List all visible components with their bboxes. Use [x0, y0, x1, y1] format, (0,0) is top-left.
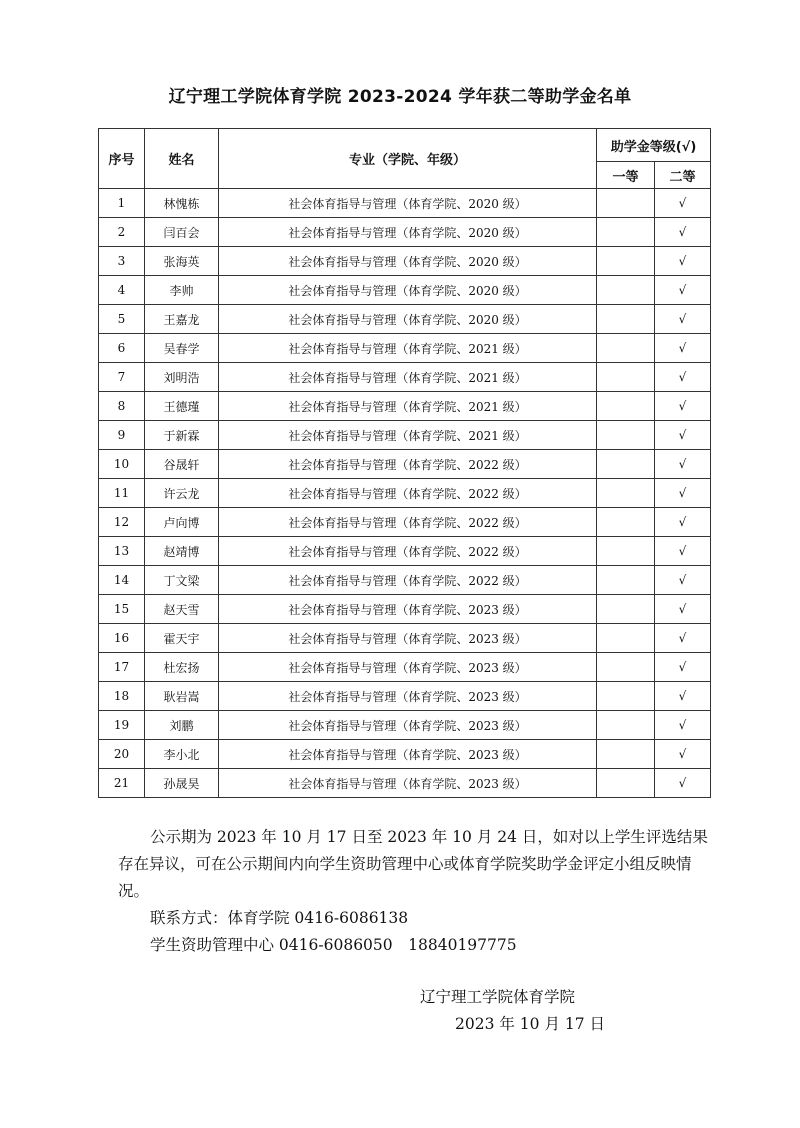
- cell-major: 社会体育指导与管理（体育学院、2021 级）: [219, 363, 597, 392]
- cell-first: [597, 479, 655, 508]
- table-row: [99, 566, 711, 595]
- cell-name: 王嘉龙: [145, 305, 219, 334]
- cell-first: [597, 363, 655, 392]
- cell-first: [597, 392, 655, 421]
- table-row: [99, 247, 711, 276]
- cell-no: 11: [99, 479, 145, 508]
- header-no: 序号: [99, 129, 145, 189]
- cell-name: 刘明浩: [145, 363, 219, 392]
- cell-name: 李小北: [145, 740, 219, 769]
- notice-block: [118, 824, 718, 959]
- cell-second: √: [655, 740, 711, 769]
- cell-second: √: [655, 595, 711, 624]
- cell-name: 张海英: [145, 247, 219, 276]
- table-row: [99, 740, 711, 769]
- cell-no: 4: [99, 276, 145, 305]
- table-row: [99, 218, 711, 247]
- cell-second: √: [655, 769, 711, 798]
- cell-no: 7: [99, 363, 145, 392]
- cell-no: 20: [99, 740, 145, 769]
- cell-name: 吴春学: [145, 334, 219, 363]
- cell-first: [597, 305, 655, 334]
- table-row: [99, 450, 711, 479]
- cell-major: 社会体育指导与管理（体育学院、2020 级）: [219, 305, 597, 334]
- cell-first: [597, 566, 655, 595]
- cell-major: 社会体育指导与管理（体育学院、2023 级）: [219, 740, 597, 769]
- table-row: [99, 392, 711, 421]
- cell-major: 社会体育指导与管理（体育学院、2023 级）: [219, 624, 597, 653]
- table-row: [99, 276, 711, 305]
- table-row: [99, 479, 711, 508]
- cell-first: [597, 624, 655, 653]
- table-row: [99, 653, 711, 682]
- cell-first: [597, 537, 655, 566]
- cell-first: [597, 189, 655, 218]
- cell-major: 社会体育指导与管理（体育学院、2020 级）: [219, 189, 597, 218]
- cell-major: 社会体育指导与管理（体育学院、2021 级）: [219, 392, 597, 421]
- cell-name: 孙晟昊: [145, 769, 219, 798]
- cell-major: 社会体育指导与管理（体育学院、2020 级）: [219, 247, 597, 276]
- cell-major: 社会体育指导与管理（体育学院、2023 级）: [219, 653, 597, 682]
- header-name: 姓名: [145, 129, 219, 189]
- cell-first: [597, 769, 655, 798]
- cell-major: 社会体育指导与管理（体育学院、2022 级）: [219, 566, 597, 595]
- cell-name: 闫百会: [145, 218, 219, 247]
- header-major: 专业（学院、年级）: [219, 129, 597, 189]
- cell-major: 社会体育指导与管理（体育学院、2022 级）: [219, 479, 597, 508]
- signature-org: 辽宁理工学院体育学院: [420, 988, 576, 1006]
- table-row: [99, 682, 711, 711]
- cell-second: √: [655, 682, 711, 711]
- cell-no: 9: [99, 421, 145, 450]
- cell-second: √: [655, 334, 711, 363]
- cell-major: 社会体育指导与管理（体育学院、2022 级）: [219, 508, 597, 537]
- cell-name: 霍天宇: [145, 624, 219, 653]
- cell-second: √: [655, 711, 711, 740]
- table-row: [99, 305, 711, 334]
- scholarship-table: [98, 128, 711, 798]
- table-row: [99, 769, 711, 798]
- cell-no: 3: [99, 247, 145, 276]
- cell-no: 5: [99, 305, 145, 334]
- contact-line: 联系方式：体育学院 0416-6086138: [150, 909, 409, 927]
- cell-second: √: [655, 508, 711, 537]
- cell-second: √: [655, 247, 711, 276]
- cell-no: 14: [99, 566, 145, 595]
- cell-name: 卢向博: [145, 508, 219, 537]
- cell-no: 18: [99, 682, 145, 711]
- table-row: [99, 334, 711, 363]
- table-row: [99, 537, 711, 566]
- cell-major: 社会体育指导与管理（体育学院、2023 级）: [219, 595, 597, 624]
- cell-name: 耿岩嵩: [145, 682, 219, 711]
- cell-second: √: [655, 305, 711, 334]
- cell-no: 13: [99, 537, 145, 566]
- cell-first: [597, 276, 655, 305]
- table-row: [99, 363, 711, 392]
- cell-second: √: [655, 276, 711, 305]
- cell-name: 杜宏扬: [145, 653, 219, 682]
- cell-no: 2: [99, 218, 145, 247]
- cell-no: 10: [99, 450, 145, 479]
- cell-second: √: [655, 218, 711, 247]
- cell-no: 16: [99, 624, 145, 653]
- cell-second: √: [655, 189, 711, 218]
- cell-first: [597, 508, 655, 537]
- cell-major: 社会体育指导与管理（体育学院、2022 级）: [219, 450, 597, 479]
- cell-first: [597, 682, 655, 711]
- cell-second: √: [655, 624, 711, 653]
- cell-second: √: [655, 537, 711, 566]
- cell-name: 赵天雪: [145, 595, 219, 624]
- cell-name: 李帅: [145, 276, 219, 305]
- cell-major: 社会体育指导与管理（体育学院、2023 级）: [219, 711, 597, 740]
- cell-major: 社会体育指导与管理（体育学院、2023 级）: [219, 769, 597, 798]
- cell-no: 8: [99, 392, 145, 421]
- cell-first: [597, 450, 655, 479]
- page-title: 辽宁理工学院体育学院 2023-2024 学年获二等助学金名单: [168, 87, 632, 107]
- cell-major: 社会体育指导与管理（体育学院、2021 级）: [219, 334, 597, 363]
- cell-first: [597, 711, 655, 740]
- table-row: [99, 421, 711, 450]
- cell-no: 21: [99, 769, 145, 798]
- cell-name: 谷晟轩: [145, 450, 219, 479]
- cell-major: 社会体育指导与管理（体育学院、2020 级）: [219, 218, 597, 247]
- signature-block: [420, 984, 680, 1038]
- cell-first: [597, 218, 655, 247]
- header-second: 二等: [655, 162, 711, 189]
- cell-first: [597, 653, 655, 682]
- cell-name: 刘鹏: [145, 711, 219, 740]
- cell-first: [597, 247, 655, 276]
- cell-name: 许云龙: [145, 479, 219, 508]
- cell-second: √: [655, 653, 711, 682]
- cell-name: 林愧栋: [145, 189, 219, 218]
- cell-second: √: [655, 363, 711, 392]
- notice-paragraph: 公示期为 2023 年 10 月 17 日至 2023 年 10 月 24 日，如对以上学生评选结果存在异议，可在公示期间内向学生资助管理中心或体育学院奖助学金评定小组反映情况。: [118, 828, 708, 900]
- cell-major: 社会体育指导与管理（体育学院、2023 级）: [219, 682, 597, 711]
- cell-name: 王德瑾: [145, 392, 219, 421]
- cell-first: [597, 421, 655, 450]
- header-level: 助学金等级(√): [597, 129, 711, 162]
- table-row: [99, 711, 711, 740]
- cell-no: 19: [99, 711, 145, 740]
- cell-major: 社会体育指导与管理（体育学院、2022 级）: [219, 537, 597, 566]
- table-row: [99, 508, 711, 537]
- cell-second: √: [655, 566, 711, 595]
- cell-name: 于新霖: [145, 421, 219, 450]
- cell-no: 12: [99, 508, 145, 537]
- cell-first: [597, 740, 655, 769]
- cell-second: √: [655, 479, 711, 508]
- table-body: [99, 189, 711, 798]
- cell-second: √: [655, 421, 711, 450]
- cell-name: 丁文梁: [145, 566, 219, 595]
- table-row: [99, 189, 711, 218]
- header-first: 一等: [597, 162, 655, 189]
- table-row: [99, 624, 711, 653]
- cell-no: 17: [99, 653, 145, 682]
- cell-first: [597, 595, 655, 624]
- cell-name: 赵靖博: [145, 537, 219, 566]
- cell-no: 6: [99, 334, 145, 363]
- cell-second: √: [655, 392, 711, 421]
- cell-second: √: [655, 450, 711, 479]
- cell-major: 社会体育指导与管理（体育学院、2021 级）: [219, 421, 597, 450]
- signature-date: 2023 年 10 月 17 日: [455, 1015, 606, 1033]
- cell-no: 15: [99, 595, 145, 624]
- contact-line-2: 学生资助管理中心 0416-6086050 18840197775: [150, 936, 517, 954]
- table-row: [99, 595, 711, 624]
- cell-first: [597, 334, 655, 363]
- cell-major: 社会体育指导与管理（体育学院、2020 级）: [219, 276, 597, 305]
- cell-no: 1: [99, 189, 145, 218]
